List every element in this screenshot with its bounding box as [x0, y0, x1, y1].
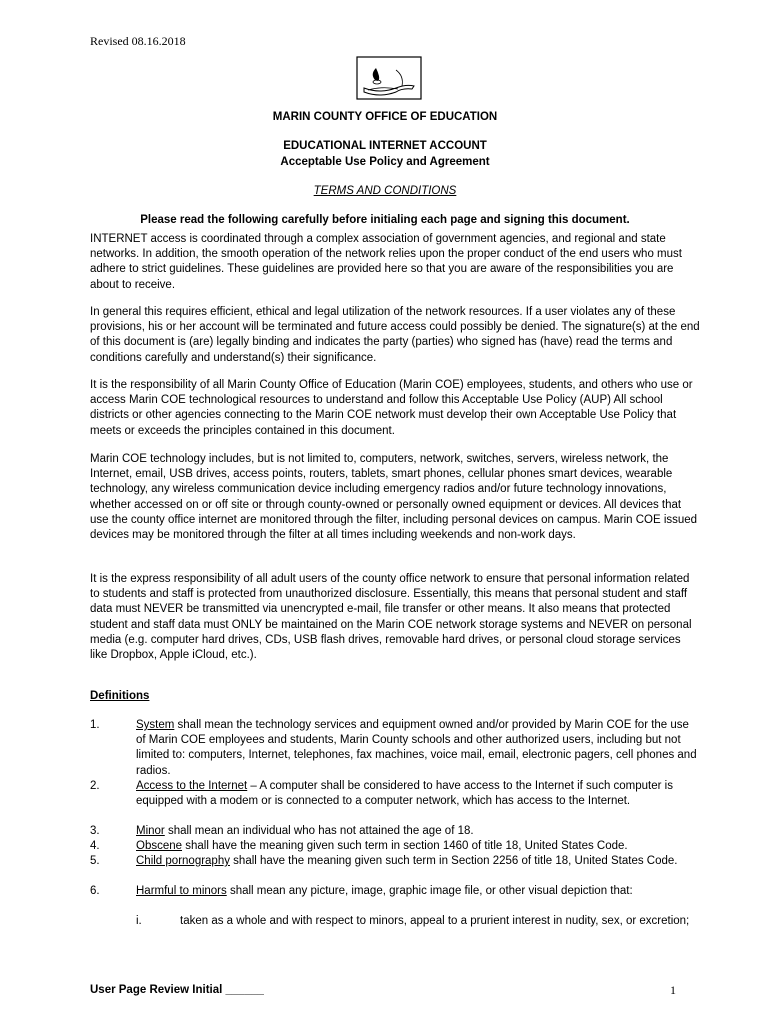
definitions-heading: Definitions: [90, 690, 150, 702]
definition-item: [90, 779, 700, 809]
definition-term: Minor: [136, 825, 165, 837]
lamp-of-learning-logo: [356, 56, 422, 100]
definition-item: [90, 718, 700, 779]
definition-text: shall mean an individual who has not attained the age of 18.: [164, 825, 474, 837]
paragraph-responsibility: It is the responsibility of all Marin County Office of Education (Marin COE) employees, students, and others who use or access Marin COE technological resources to understand and follow this Acceptable Use Policy (AUP) All school districts or other agencies connecting to the Marin COE network must develop their own Acceptable Use Policy that meets or exceeds the principles contained in this document.: [90, 379, 693, 437]
definition-item: [90, 839, 700, 854]
read-notice: Please read the following carefully before initialing each page and signing this document.: [140, 214, 630, 226]
definition-text: shall have the meaning given such term in Section 2256 of title 18, United States Code.: [229, 855, 678, 867]
definition-term: Obscene: [136, 840, 183, 852]
paragraph-technology: Marin COE technology includes, but is not limited to, computers, network, switches, servers, wireless network, the Internet, email, USB drives, access points, routers, tablets, smart phones, cellular phones smart devices, wearable technology, any wireless communication device including emergency radios and/or future technology innovations, whether accessed on or off site or through county-owned or personally owned equipment or devices. All devices that use the county office internet are monitored through the filter, including personal devices on campus. Marin COE issued devices may be monitored through the filter at all times including weekends and non-work days.: [90, 453, 698, 542]
page-number: 1: [670, 983, 676, 997]
definition-item: [90, 854, 700, 869]
definition-item: [90, 884, 700, 899]
definition-number: 5.: [90, 855, 100, 867]
definition-text: shall mean the technology services and equipment owned and/or provided by Marin COE for the use of Marin COE employees and students, Marin County schools and other authorized users, including but not limited to: computers, Internet, telephones, fax machines, voice mail, email, electronic pagers, cell phones and radios.: [136, 719, 697, 777]
policy-subtitle: Acceptable Use Policy and Agreement: [280, 156, 490, 168]
org-title: MARIN COUNTY OFFICE OF EDUCATION: [272, 111, 498, 123]
sub-definition-item: [136, 914, 696, 929]
definition-term: Harmful to minors: [136, 885, 227, 897]
definition-number: 2.: [90, 780, 100, 792]
definition-number: 1.: [90, 719, 100, 731]
definition-number: 3.: [90, 825, 100, 837]
terms-heading: TERMS AND CONDITIONS: [313, 185, 457, 197]
paragraph-internet-access: INTERNET access is coordinated through a complex association of government agencies, and regional and state networks. In addition, the smooth operation of the network relies upon the proper conduct of the end users who must adhere to strict guidelines. These guidelines are provided here so that you are aware of the responsibilities you are about to receive.: [90, 233, 682, 291]
definition-number: 6.: [90, 885, 100, 897]
definition-term: Child pornography: [136, 855, 230, 867]
page-review-initial: User Page Review Initial ______: [90, 984, 264, 996]
paragraph-general-requirements: In general this requires efficient, ethical and legal utilization of the network resources. If a user violates any of these provisions, his or her account will be terminated and future access could possibly be denied. The signature(s) at the end of this document is (are) legally binding and indicates the party (parties) who signed has (have) read the terms and conditions carefully and understand(s) their significance.: [90, 306, 700, 364]
definition-term: Access to the Internet: [136, 780, 248, 792]
sub-definition-number: i.: [136, 915, 142, 927]
definition-term: System: [136, 719, 175, 731]
definition-number: 4.: [90, 840, 100, 852]
definition-item: [90, 824, 700, 839]
definition-text: shall mean any picture, image, graphic image file, or other visual depiction that:: [226, 885, 633, 897]
revision-date: Revised 08.16.2018: [90, 34, 186, 48]
definition-text: shall have the meaning given such term in section 1460 of title 18, United States Code.: [182, 840, 628, 852]
account-title: EDUCATIONAL INTERNET ACCOUNT: [283, 140, 487, 152]
definition-text: – A computer shall be considered to have access to the Internet if such computer is equipped with a modem or is connected to a computer network, which has access to the Internet.: [136, 780, 673, 808]
sub-definition-text: taken as a whole and with respect to minors, appeal to a prurient interest in nudity, sex, or excretion;: [180, 915, 690, 927]
paragraph-data-protection: It is the express responsibility of all adult users of the county office network to ensure that personal information related to students and staff is protected from unauthorized disclosure. Essentially, this means that personal student and staff data must NEVER be transmitted via unencrypted e-mail, file transfer or other means. It also means that protected student and staff data must ONLY be maintained on the Marin COE network storage systems and NEVER on personal media (e.g. computer hard drives, CDs, USB flash drives, removable hard drives, or personal cloud storage services like Dropbox, Apple iCloud, etc.).: [90, 573, 692, 662]
